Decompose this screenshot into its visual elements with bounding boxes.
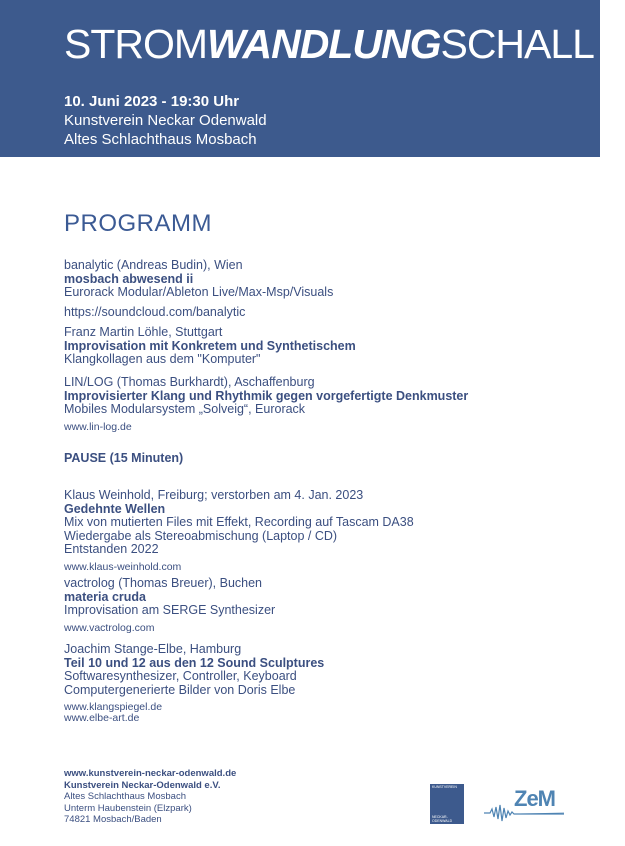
act-link[interactable]: https://soundcloud.com/banalytic [64,304,246,319]
act-vactrolog [64,577,564,634]
zem-logo [484,788,564,824]
act-artist: banalytic (Andreas Budin), Wien [64,258,243,272]
act-work: materia cruda [64,589,146,604]
act-detail: Mix von mutierten Files mit Effekt, Recording auf Tascam DA38 [64,515,414,529]
act-artist: Joachim Stange-Elbe, Hamburg [64,642,242,656]
act-artist: LIN/LOG (Thomas Burkhardt), Aschaffenburg [64,375,315,389]
act-detail: Mobiles Modularsystem „Solveig“, Eurorack [64,402,306,416]
footer [64,768,236,826]
act-detail: Wiedergabe als Stereoabmischung (Laptop / CD) [64,528,338,543]
act-link[interactable]: www.elbe-art.de [64,712,140,724]
footer-address-line: 74821 Mosbach/Baden [64,814,162,825]
event-title: STROMWANDLUNGSCHALL 2 [64,21,625,67]
act-link[interactable]: www.klangspiegel.de [64,701,163,713]
act-linlog [64,376,564,433]
act-work: mosbach abwesend ii [64,271,194,286]
kunstverein-logo: KUNSTVEREIN NECKAR-ODENWALD [430,784,464,824]
act-detail: Improvisation am SERGE Synthesizer [64,603,276,617]
act-work: Gedehnte Wellen [64,501,166,516]
act-work: Improvisation mit Konkretem und Synthetischem [64,338,356,353]
footer-address-line: Unterm Haubenstein (Elzpark) [64,802,192,814]
act-detail: Entstanden 2022 [64,542,159,556]
act-detail: Klangkollagen aus dem "Komputer" [64,352,261,366]
act-detail: Computergenerierte Bilder von Doris Elbe [64,682,296,697]
footer-url[interactable]: www.kunstverein-neckar-odenwald.de [64,768,237,779]
waveform-icon [484,802,564,824]
footer-org: Kunstverein Neckar-Odenwald e.V. [64,779,221,791]
act-link[interactable]: www.lin-log.de [64,420,132,433]
act-link[interactable]: www.klaus-weinhold.com [64,560,182,573]
act-stange-elbe [64,643,564,724]
event-info [64,92,267,149]
act-weinhold [64,489,564,573]
event-venue: Altes Schlachthaus Mosbach [64,131,257,148]
act-work: Teil 10 und 12 aus den 12 Sound Sculptures [64,655,325,670]
zem-logo-text: ZeM [514,786,555,811]
act-detail: Softwaresynthesizer, Controller, Keyboard [64,669,297,683]
header-banner [0,0,625,157]
act-banalytic [64,259,564,319]
event-org: Kunstverein Neckar Odenwald [64,112,267,129]
act-work: Improvisierter Klang und Rhythmik gegen vorgefertigte Denkmuster [64,388,469,403]
act-artist: vactrolog (Thomas Breuer), Buchen [64,576,263,590]
event-date: 10. Juni 2023 - 19:30 Uhr [64,93,240,110]
act-detail: Eurorack Modular/Ableton Live/Max-Msp/Visuals [64,285,334,299]
act-artist: Franz Martin Löhle, Stuttgart [64,325,223,339]
footer-address-line: Altes Schlachthaus Mosbach [64,791,186,802]
act-loehle [64,326,564,367]
pause-note: PAUSE (15 Minuten) [64,451,184,465]
act-link[interactable]: www.vactrolog.com [64,621,155,634]
act-artist: Klaus Weinhold, Freiburg; verstorben am 4. Jan. 2023 [64,488,364,502]
program-heading: PROGRAMM [64,210,212,237]
